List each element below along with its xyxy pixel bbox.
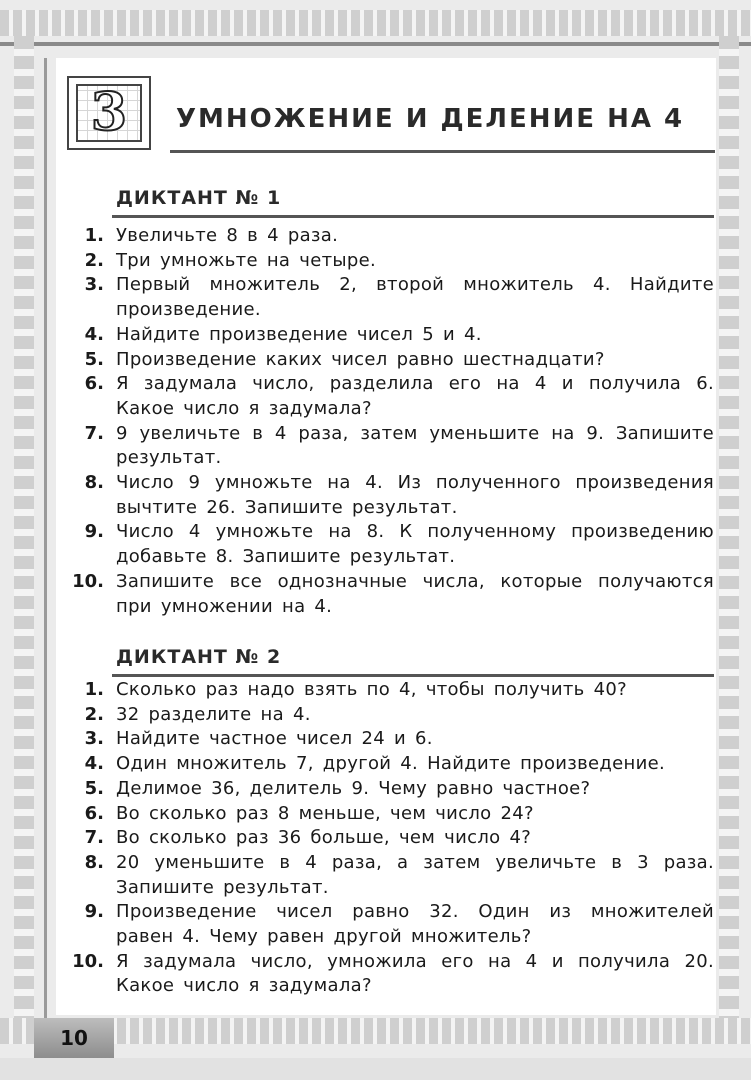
dictation-1-underline	[112, 215, 714, 218]
item-number: 9.	[84, 521, 104, 543]
item-number: 10.	[72, 950, 104, 972]
item-text: Во сколько раз 8 меньше, чем число 24?	[116, 802, 534, 824]
page-number: 10	[60, 1026, 88, 1050]
title-underline	[170, 150, 715, 153]
item-number: 3.	[84, 274, 104, 296]
chapter-number: 3	[90, 82, 128, 143]
item-text: Первый множитель 2, второй множитель 4. Найдите произведение.	[116, 274, 714, 321]
item-text: Во сколько раз 36 больше, чем число 4?	[116, 827, 532, 849]
list-item	[64, 727, 714, 752]
item-number: 4.	[84, 753, 104, 775]
item-number: 8.	[84, 472, 104, 494]
list-item	[64, 224, 714, 249]
page-number-box	[34, 1018, 114, 1058]
item-number: 7.	[84, 827, 104, 849]
left-decorative-stripe	[14, 36, 34, 1018]
dictation-2-underline	[112, 674, 714, 677]
item-text: Найдите произведение чисел 5 и 4.	[116, 323, 482, 345]
item-number: 6.	[84, 373, 104, 395]
item-number: 3.	[84, 728, 104, 750]
item-text: 9 увеличьте в 4 раза, затем уменьшите на 9. Запишите результат.	[116, 422, 714, 469]
item-text: Произведение каких чисел равно шестнадцати?	[116, 348, 605, 370]
list-item	[64, 249, 714, 274]
item-text: Произведение чисел равно 32. Один из множителей равен 4. Чему равен другой множитель?	[116, 901, 714, 948]
item-number: 4.	[84, 323, 104, 345]
right-decorative-stripe	[719, 36, 739, 1018]
list-item	[64, 471, 714, 520]
list-item	[64, 851, 714, 900]
top-decorative-stripe	[0, 10, 751, 36]
list-item	[64, 950, 714, 999]
item-text: Я задумала число, разделила его на 4 и получила 6. Какое число я задумала?	[116, 373, 714, 419]
chapter-badge	[67, 76, 151, 150]
item-number: 2.	[84, 249, 104, 271]
item-number: 5.	[84, 348, 104, 370]
item-number: 10.	[72, 570, 104, 592]
left-rule	[44, 58, 47, 1018]
list-item	[64, 348, 714, 373]
item-text: Число 4 умножьте на 8. К полученному произведению добавьте 8. Запишите результат.	[116, 521, 714, 568]
item-number: 7.	[84, 422, 104, 444]
top-rule	[0, 42, 751, 46]
list-item	[64, 678, 714, 703]
list-item	[64, 273, 714, 322]
item-text: Я задумала число, умножила его на 4 и получила 20. Какое число я задумала?	[116, 950, 714, 997]
footer-band	[0, 1058, 751, 1080]
item-number: 8.	[84, 851, 104, 873]
item-text: Три умножьте на четыре.	[116, 249, 377, 271]
item-number: 1.	[84, 679, 104, 700]
list-item	[64, 323, 714, 348]
item-number: 6.	[84, 802, 104, 824]
list-item	[64, 372, 714, 421]
item-number: 1.	[84, 225, 104, 246]
item-number: 2.	[84, 703, 104, 725]
list-item	[64, 570, 714, 619]
item-text: Один множитель 7, другой 4. Найдите произведение.	[116, 753, 666, 775]
item-text: Увеличьте 8 в 4 раза.	[116, 225, 339, 246]
dictation-1-title: ДИКТАНТ № 1	[116, 187, 282, 209]
item-text: Запишите все однозначные числа, которые получаются при умножении на 4.	[116, 570, 714, 617]
list-item	[64, 826, 714, 851]
item-text: Делимое 36, делитель 9. Чему равно частное?	[116, 777, 591, 799]
dictation-2-list	[64, 678, 714, 999]
chapter-badge-grid	[76, 84, 142, 142]
item-text: 32 разделите на 4.	[116, 703, 311, 725]
list-item	[64, 752, 714, 777]
item-text: Найдите частное чисел 24 и 6.	[116, 728, 433, 750]
page-title: УМНОЖЕНИЕ И ДЕЛЕНИЕ НА 4	[176, 104, 685, 134]
item-number: 5.	[84, 777, 104, 799]
list-item	[64, 777, 714, 802]
item-text: Сколько раз надо взять по 4, чтобы получить 40?	[116, 679, 627, 700]
item-text: Число 9 умножьте на 4. Из полученного произведения вычтите 26. Запишите результат.	[116, 472, 714, 518]
item-text: 20 уменьшите в 4 раза, а затем увеличьте в 3 раза. Запишите результат.	[116, 851, 714, 898]
item-number: 9.	[84, 901, 104, 923]
list-item	[64, 422, 714, 471]
list-item	[64, 900, 714, 949]
dictation-1-list	[64, 224, 714, 619]
list-item	[64, 802, 714, 827]
list-item	[64, 520, 714, 569]
dictation-2-title: ДИКТАНТ № 2	[116, 646, 282, 668]
list-item	[64, 703, 714, 728]
